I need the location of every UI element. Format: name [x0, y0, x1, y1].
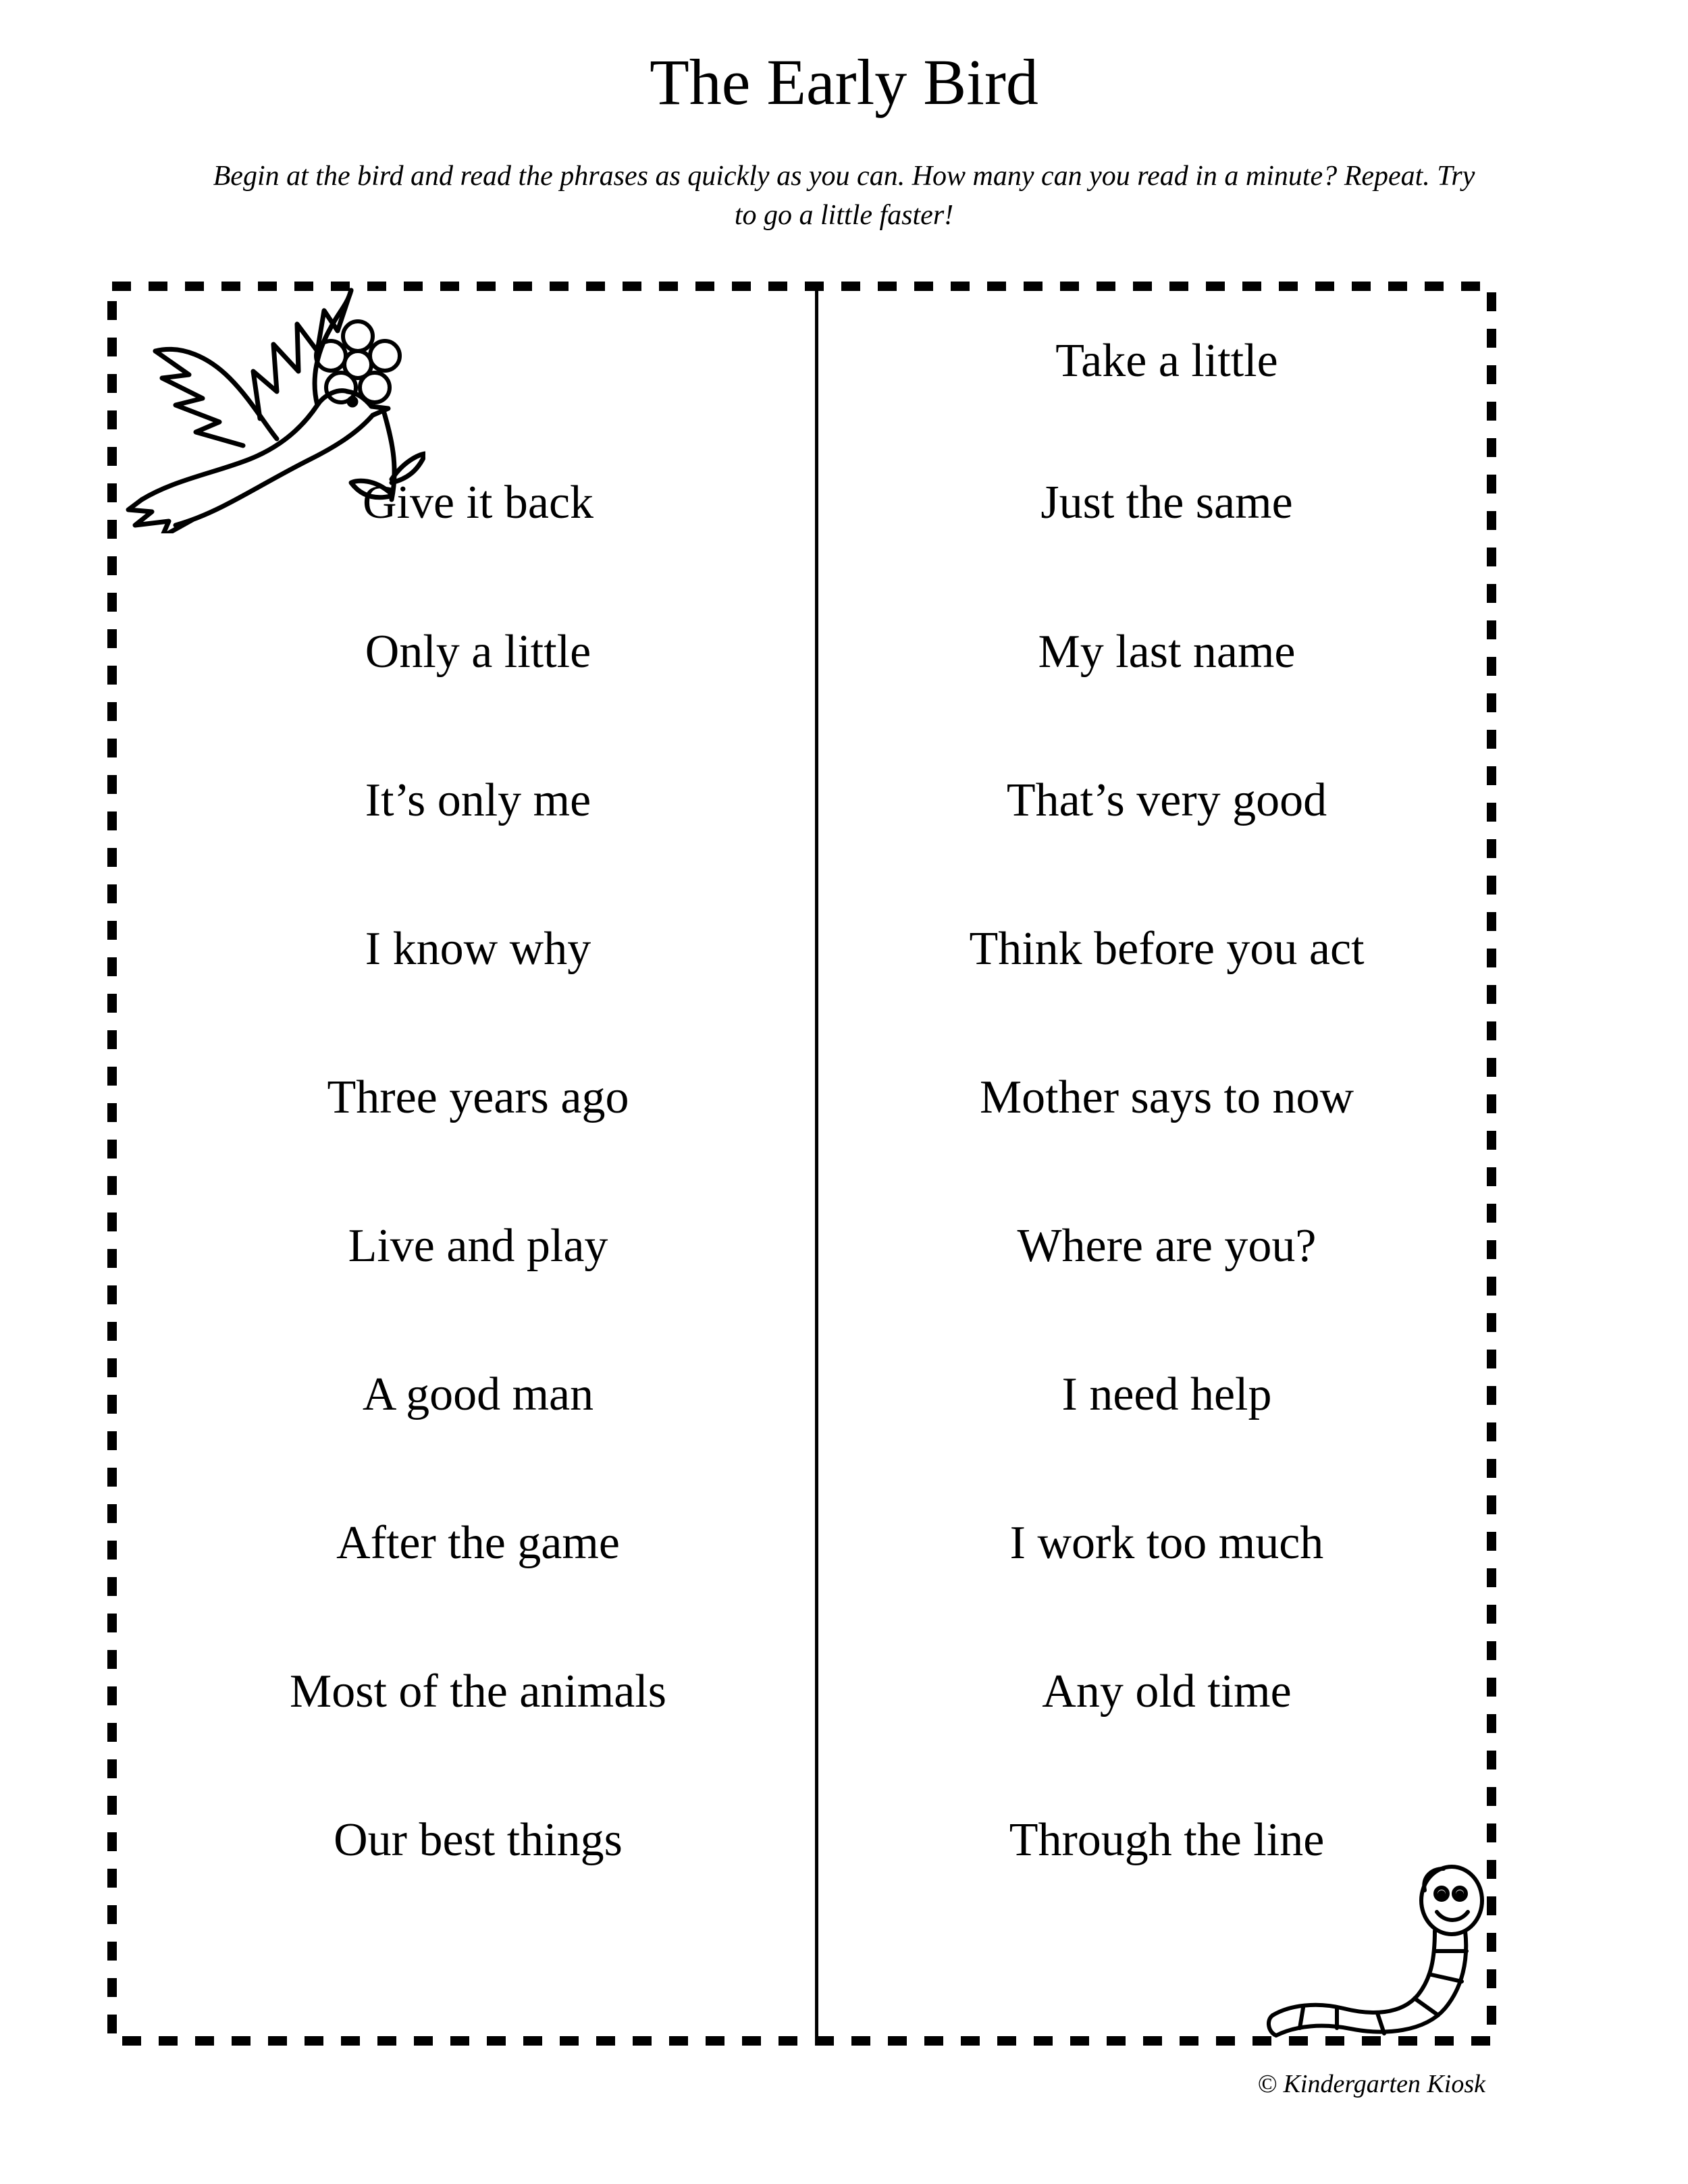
phrase-right-6: Mother says to now: [979, 1071, 1354, 1123]
phrase-right-3: My last name: [1038, 626, 1296, 678]
phrase-left-7: A good man: [362, 1368, 594, 1420]
phrase-right-5: Think before you act: [969, 923, 1365, 975]
phrase-right-7: Where are you?: [1017, 1220, 1317, 1272]
phrase-left-5: Three years ago: [327, 1071, 629, 1123]
phrase-left-2: Only a little: [365, 626, 591, 678]
phrase-left-3: It’s only me: [365, 774, 591, 826]
copyright-notice: © Kindergarten Kiosk: [1257, 2070, 1485, 2098]
phrase-left-4: I know why: [365, 923, 591, 975]
phrase-right-11: Through the line: [1009, 1814, 1325, 1866]
phrase-left-10: Our best things: [334, 1814, 623, 1866]
dashed-border: [107, 281, 1497, 2046]
phrase-left-9: Most of the animals: [290, 1666, 666, 1717]
phrase-right-1: Take a little: [1055, 335, 1278, 387]
column-divider: [815, 288, 818, 2036]
phrase-left-1: Give it back: [362, 477, 594, 529]
phrase-right-10: Any old time: [1042, 1666, 1292, 1717]
bird-with-flower-icon: [115, 277, 425, 533]
phrase-right-4: That’s very good: [1006, 774, 1327, 826]
phrase-right-9: I work too much: [1009, 1517, 1324, 1569]
worm-icon: [1263, 1863, 1492, 2046]
reading-frame: [107, 281, 1497, 2046]
page-title: The Early Bird: [650, 46, 1038, 118]
phrase-left-8: After the game: [336, 1517, 620, 1569]
phrase-left-6: Live and play: [348, 1220, 608, 1272]
phrase-right-8: I need help: [1061, 1368, 1272, 1420]
phrase-right-2: Just the same: [1040, 477, 1293, 529]
instructions: Begin at the bird and read the phrases as quickly as you can. How many can you read in a minute? Repeat. Try to go a little faster!: [213, 161, 1475, 231]
